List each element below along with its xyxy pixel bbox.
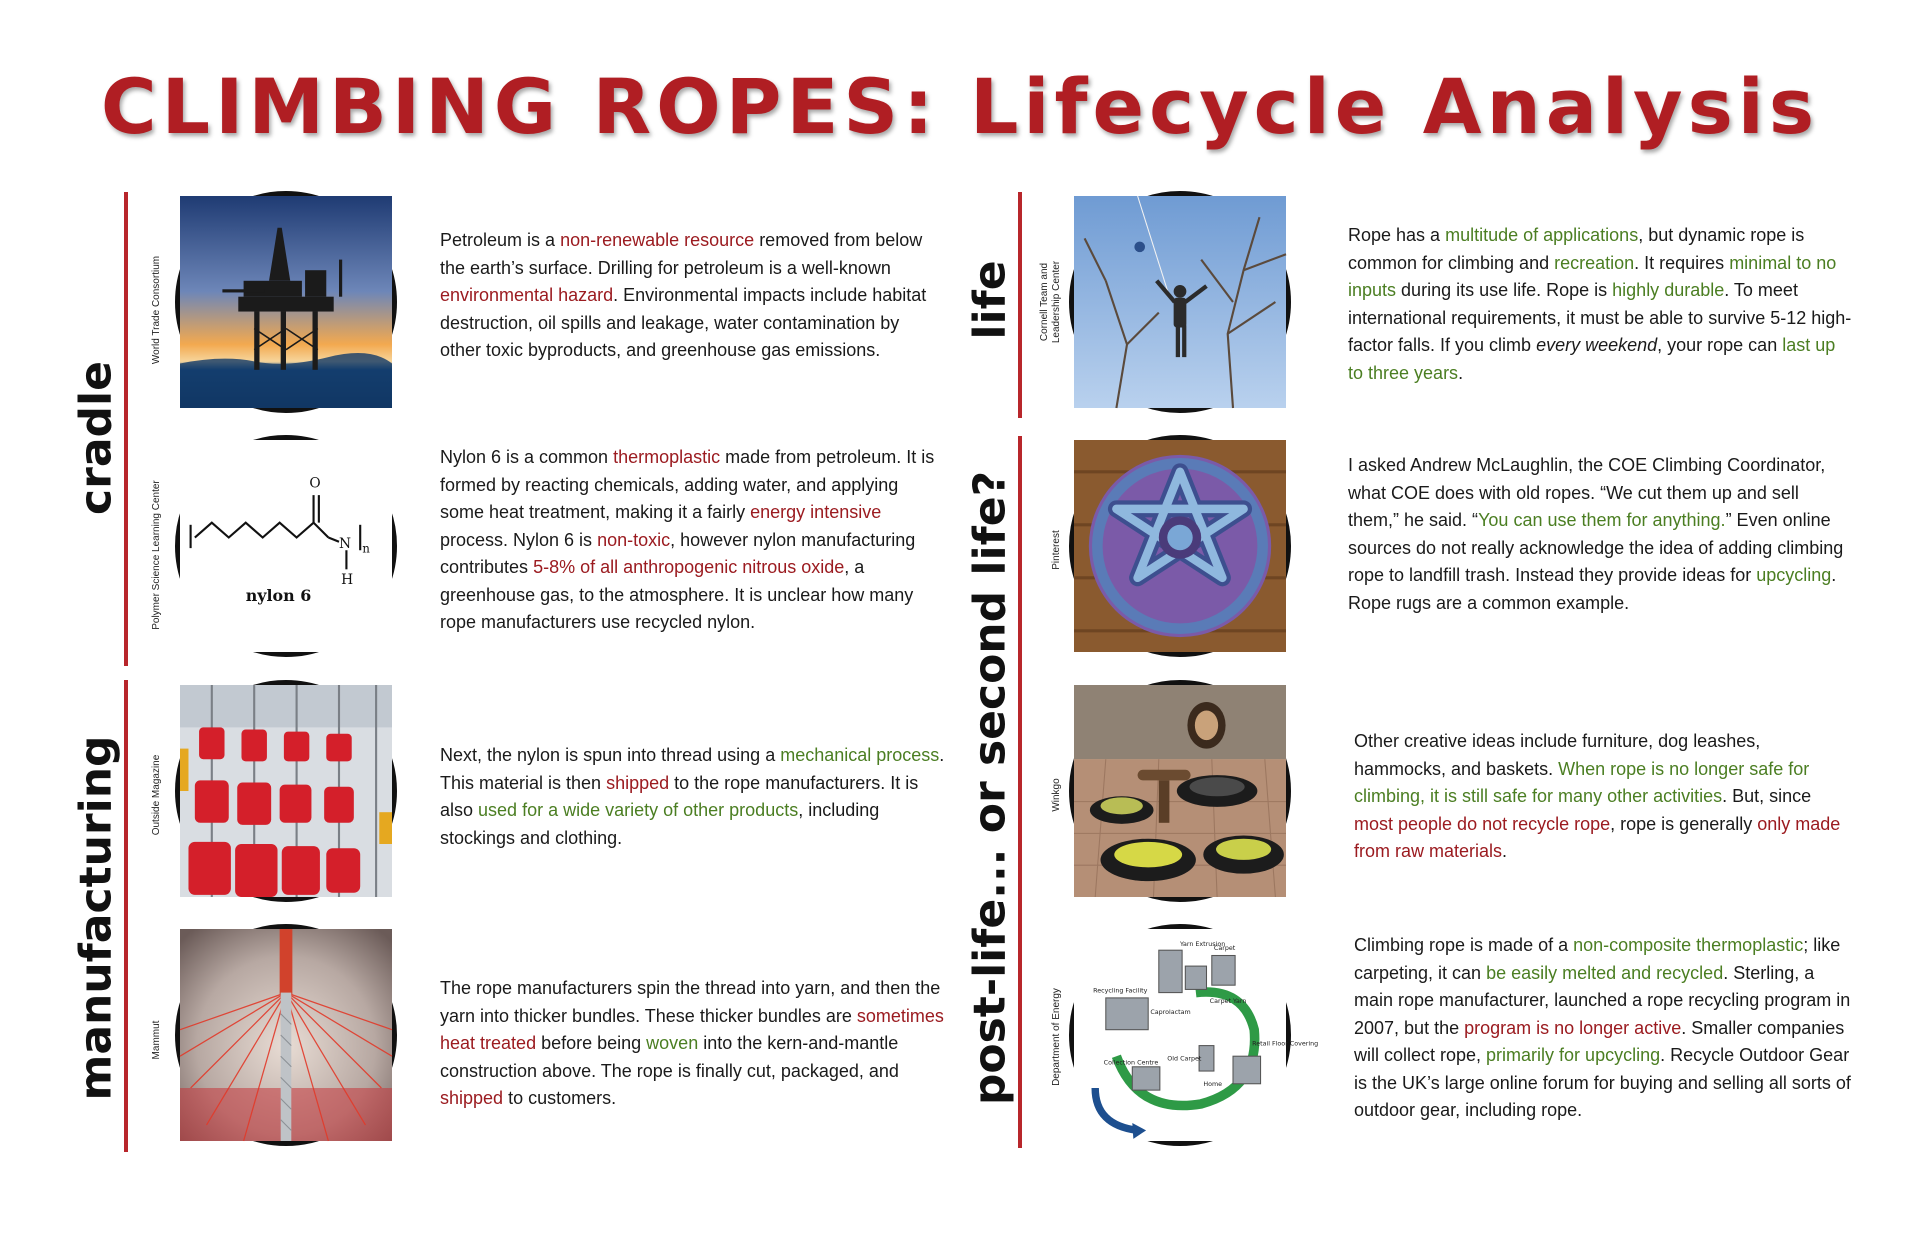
p3-s3: shipped bbox=[606, 772, 670, 793]
p2-s3: energy intensive bbox=[750, 502, 882, 522]
section-life: life bbox=[964, 260, 1016, 340]
p8-s5: program is no longer active bbox=[1464, 1017, 1682, 1038]
paragraph-life bbox=[1348, 222, 1853, 387]
nylon-6-label: nylon 6 bbox=[245, 586, 312, 606]
p2-s6: , however nylon manufacturing contributes bbox=[440, 529, 916, 577]
credit-outside: Outside Magazine bbox=[151, 754, 162, 836]
credit-cornell-line1: Cornell Team and bbox=[1039, 262, 1050, 342]
nylon-subscript: n bbox=[362, 541, 370, 556]
p8-s2: ; like carpeting, it can bbox=[1354, 935, 1841, 983]
p3-s4: to the rope manufacturers. It is also bbox=[440, 772, 919, 820]
p7-s5: only made from raw materials bbox=[1354, 813, 1841, 861]
p2-s1: thermoplastic bbox=[613, 447, 721, 467]
oil-platform-image bbox=[175, 191, 397, 413]
p8-s8: . Recycle Outdoor Gear is the UK’s large online forum for buying and selling all sorts of outdoor gear, including rope. bbox=[1354, 1045, 1851, 1120]
p5-s12: . bbox=[1458, 362, 1464, 383]
p4-s4: into the kern-and-mantle construction above. The rope is finally cut, packaged, and bbox=[440, 1033, 899, 1081]
p1-s3: environmental hazard bbox=[440, 285, 614, 305]
p3-s5: used for a wide variety of other products bbox=[478, 800, 799, 820]
p5-s3: recreation bbox=[1554, 252, 1635, 273]
diagram-label-caprolactam: Caprolactam bbox=[1150, 1008, 1191, 1016]
p5-s4: . It requires bbox=[1634, 252, 1730, 273]
p7-s3: most people do not recycle rope bbox=[1354, 813, 1611, 834]
p5-s8: . To meet international requirements, it must be able to survive 5-12 high-factor falls. If you climb bbox=[1348, 280, 1852, 355]
nylon-o-label: O bbox=[309, 475, 321, 492]
paragraph-nylon bbox=[440, 444, 945, 637]
manufacturing-bar bbox=[124, 680, 128, 1152]
p7-s6: . bbox=[1502, 841, 1508, 861]
diagram-label-home: Home bbox=[1203, 1080, 1223, 1088]
p6-s3: upcycling bbox=[1756, 565, 1832, 585]
p3-s6: , including stockings and clothing. bbox=[440, 800, 880, 848]
diagram-label-yarn-extrusion: Yarn Extrusion bbox=[1180, 940, 1226, 948]
nylon-structure-image bbox=[175, 435, 397, 657]
p3-s2: . This material is then bbox=[440, 745, 945, 793]
thread-spools-image bbox=[175, 680, 397, 902]
paragraph-upcycling bbox=[1348, 452, 1853, 617]
p7-s1: When rope is no longer safe for climbing, it is still safe for many other activities bbox=[1354, 758, 1810, 806]
life-bar bbox=[1018, 192, 1022, 418]
p4-s0: The rope manufacturers spin the thread into yarn, and then the yarn into thicker bundles. These thicker bundles are bbox=[440, 978, 941, 1026]
p6-s2: ” Even online sources do not really acknowledge the idea of adding climbing rope to landfill trash. Instead they provide ideas for bbox=[1348, 510, 1844, 585]
p5-s1: multitude of applications bbox=[1445, 225, 1639, 245]
paragraph-petroleum bbox=[440, 227, 945, 365]
climber-image bbox=[1069, 191, 1291, 413]
nylon-n-label: N bbox=[339, 536, 352, 553]
p2-s2: made from petroleum. It is formed by reacting chemicals, adding water, and applying some heat treatment, making it a fairly bbox=[440, 447, 935, 522]
diagram-label-carpet: Carpet bbox=[1213, 945, 1236, 953]
p2-s8: , a greenhouse gas, to the atmosphere. It is unclear how many rope manufacturers use recycled nylon. bbox=[440, 557, 914, 632]
p2-s5: non-toxic bbox=[597, 529, 671, 550]
p4-s1: sometimes heat treated bbox=[440, 1005, 944, 1053]
p8-s6: . Smaller companies will collect rope, bbox=[1354, 1017, 1845, 1065]
p3-s0: Next, the nylon is spun into thread using a bbox=[440, 745, 781, 765]
section-manufacturing: manufacturing bbox=[70, 735, 122, 1101]
rope-rug-image bbox=[1069, 435, 1291, 657]
p6-s4: . Rope rugs are a common example. bbox=[1348, 565, 1837, 613]
p3-s1: mechanical process bbox=[780, 745, 940, 765]
p8-s3: be easily melted and recycled bbox=[1486, 962, 1724, 983]
nylon-h-label: H bbox=[341, 572, 354, 589]
p6-s0: I asked Andrew McLaughlin, the COE Climbing Coordinator, what COE does with old ropes. “We cut them up and sell them,” he said. “ bbox=[1348, 455, 1826, 530]
p2-s7: 5-8% of all anthropogenic nitrous oxide bbox=[533, 557, 845, 577]
p5-s0: Rope has a bbox=[1348, 225, 1446, 245]
credit-polymer: Polymer Science Learning Center bbox=[151, 480, 162, 630]
credit-cornell bbox=[1039, 261, 1063, 343]
credit-cornell-line2: Leadership Center bbox=[1051, 260, 1062, 344]
p8-s1: non-composite thermoplastic bbox=[1573, 935, 1804, 955]
diagram-label-retail: Retail Floor Covering bbox=[1252, 1040, 1319, 1048]
p8-s0: Climbing rope is made of a bbox=[1354, 935, 1574, 955]
p1-s1: non-renewable resource bbox=[560, 230, 755, 250]
p4-s6: to customers. bbox=[503, 1088, 617, 1108]
p7-s0: Other creative ideas include furniture, dog leashes, hammocks, and baskets. bbox=[1354, 731, 1761, 779]
postlife-bar bbox=[1018, 436, 1022, 1148]
p6-s1: You can use them for anything. bbox=[1478, 510, 1726, 530]
paragraph-yarn bbox=[440, 975, 945, 1113]
p5-s10: , your rope can bbox=[1657, 335, 1783, 355]
paragraph-creative-ideas bbox=[1354, 728, 1854, 866]
braiding-image bbox=[175, 924, 397, 1146]
p2-s0: Nylon 6 is a common bbox=[440, 447, 614, 467]
p2-s4: process. Nylon 6 is bbox=[440, 529, 598, 550]
p5-s6: during its use life. Rope is bbox=[1396, 280, 1613, 300]
p8-s4: . Sterling, a main rope manufacturer, launched a rope recycling program in 2007, but the bbox=[1354, 962, 1851, 1038]
p7-s2: . But, since bbox=[1722, 786, 1812, 806]
p1-s4: . Environmental impacts include habitat destruction, oil spills and leakage, water contamination by other toxic byproducts, and greenhouse gas emissions. bbox=[440, 285, 927, 360]
p5-s11: last up to three years bbox=[1348, 335, 1836, 383]
p8-s7: primarily for upcycling bbox=[1486, 1045, 1661, 1065]
p4-s5: shipped bbox=[440, 1088, 504, 1108]
p5-s9: every weekend bbox=[1536, 335, 1658, 355]
p5-s5: minimal to no inputs bbox=[1348, 252, 1837, 300]
p7-s4: , rope is generally bbox=[1610, 813, 1758, 834]
credit-world-trade: World Trade Consortium bbox=[151, 255, 162, 365]
paragraph-recycling bbox=[1354, 932, 1854, 1125]
recycling-diagram-image bbox=[1069, 924, 1319, 1146]
cradle-bar bbox=[124, 192, 128, 666]
tire-furniture-image bbox=[1069, 680, 1291, 902]
paragraph-spinning bbox=[440, 742, 945, 852]
diagram-label-carpet-yarn: Carpet Yarn bbox=[1209, 998, 1247, 1006]
p1-s2: removed from below the earth’s surface. Drilling for petroleum is a well-known bbox=[440, 230, 923, 278]
p1-s0: Petroleum is a bbox=[440, 230, 561, 250]
p4-s2: before being bbox=[536, 1033, 647, 1053]
section-cradle: cradle bbox=[70, 361, 122, 515]
page-title: CLIMBING ROPES: Lifecycle Analysis bbox=[100, 62, 1820, 151]
diagram-label-recycling-facility: Recycling Facility bbox=[1093, 987, 1148, 995]
credit-mammut: Mammut bbox=[151, 1020, 162, 1060]
credit-pinterest: Pinterest bbox=[1051, 530, 1062, 570]
section-postlife: post-life... or second life? bbox=[964, 470, 1016, 1106]
credit-doe: Department of Energy bbox=[1051, 988, 1062, 1086]
p5-s2: , but dynamic rope is common for climbing and bbox=[1348, 225, 1805, 273]
diagram-label-collection-centre: Collection Centre bbox=[1103, 1059, 1159, 1067]
diagram-label-old-carpet: Old Carpet bbox=[1167, 1055, 1202, 1063]
p5-s7: highly durable bbox=[1612, 280, 1725, 300]
credit-winkgo: Winkgo bbox=[1051, 778, 1062, 812]
p4-s3: woven bbox=[646, 1033, 699, 1053]
